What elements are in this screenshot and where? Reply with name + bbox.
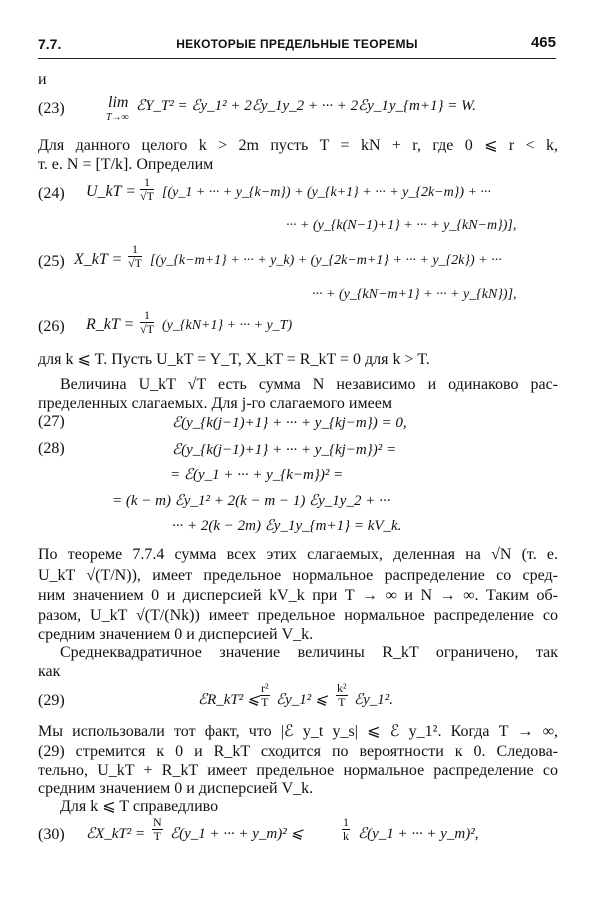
eq-26-den: √T — [140, 322, 154, 336]
eq-label-28: (28) — [38, 440, 65, 457]
para-6-line-1: Мы использовали тот факт, что |ℰ y_t y_s| ⩽ ℰ y_1². Когда T → ∞, — [38, 723, 558, 740]
eq-25-line-1: [(y_{k−m+1} + ··· + y_k) + (y_{2k−m+1} + ··· + y_{2k}) + ··· — [150, 253, 502, 268]
eq-label-30: (30) — [38, 826, 65, 843]
eq-23-body: ℰY_T² = ℰy_1² + 2ℰy_1y_2 + ··· + 2ℰy_1y_{m+1} = W. — [136, 98, 476, 114]
eq-label-29: (29) — [38, 692, 65, 709]
eq-25-lhs: X_kT = — [74, 251, 123, 268]
eq-28-line-4: ··· + 2(k − 2m) ℰy_1y_{m+1} = kV_k. — [172, 518, 402, 534]
para-6-line-2: (29) стремится к 0 и R_kT сходится по вероятности к 0. Следова- — [38, 743, 558, 760]
eq-25-line-2: ··· + (y_{kN−m+1} + ··· + y_{kN})], — [312, 287, 517, 302]
eq-28-line-3: = (k − m) ℰy_1² + 2(k − m − 1) ℰy_1y_2 + ··· — [112, 493, 391, 509]
eq-29-frac-1 — [260, 682, 270, 709]
eq-label-25: (25) — [38, 253, 65, 270]
eq-30-num-2: 1 — [343, 815, 349, 829]
eq-26-num: 1 — [140, 309, 154, 323]
eq-30-lhs: ℰX_kT² = — [86, 826, 146, 842]
eq-28-line-1: ℰ(y_{k(j−1)+1} + ··· + y_{kj−m})² = — [172, 442, 397, 458]
eq-29-lhs: ℰR_kT² ⩽ — [198, 692, 260, 708]
eq-label-26: (26) — [38, 318, 65, 335]
para-1-line-1: Для данного целого k > 2m пусть T = kN + r, где 0 ⩽ r < k, — [38, 137, 558, 154]
word-and: и — [38, 71, 47, 88]
eq-30-mid: ℰ(y_1 + ··· + y_m)² ⩽ — [170, 826, 304, 842]
eq-label-27: (27) — [38, 413, 65, 430]
eq-30-den-1: T — [153, 829, 161, 843]
para-1-line-2: т. е. N = [T/k]. Определим — [38, 156, 214, 173]
eq-24-frac — [140, 176, 154, 203]
chapter-title: НЕКОТОРЫЕ ПРЕДЕЛЬНЫЕ ТЕОРЕМЫ — [176, 37, 418, 51]
para-4-line-1: По теореме 7.7.4 сумма всех этих слагаемых, деленная на √N (т. е. — [38, 546, 558, 563]
eq-24-lhs: U_kT = — [86, 183, 137, 200]
eq-29-den-1: T — [261, 695, 269, 709]
para-5-line-1: Среднеквадратичное значение величины R_kT ограничено, так — [60, 644, 558, 661]
para-6-line-4: средним значением 0 и дисперсией V_k. — [38, 780, 314, 797]
para-6-line-3: тельно, U_kT + R_kT имеет предельное нормальное распределение со — [38, 762, 558, 779]
eq-23-lim: lim — [108, 94, 129, 111]
eq-29-num-1: r² — [261, 681, 269, 695]
eq-24-den: √T — [140, 189, 154, 203]
eq-24-num: 1 — [140, 176, 154, 190]
eq-24-line-2: ··· + (y_{k(N−1)+1} + ··· + y_{kN−m})], — [286, 218, 517, 233]
para-7: Для k ⩽ T справедливо — [60, 798, 219, 815]
eq-label-23: (23) — [38, 100, 65, 117]
eq-30-frac-2 — [342, 816, 350, 843]
eq-29-den-2: T — [338, 695, 346, 709]
para-4-line-4: разом, U_kT √(T/(Nk)) имеет предельное нормальное распределение со — [38, 607, 558, 624]
para-4-line-3: ним значением 0 и дисперсией kV_k при T → ∞ и N → ∞. Таким об- — [38, 587, 558, 604]
para-3-line-1: Величина U_kT √T есть сумма N независимо и одинаково рас- — [60, 376, 558, 393]
eq-25-frac — [128, 243, 142, 270]
eq-29-num-2: k² — [337, 681, 347, 695]
eq-26-body: (y_{kN+1} + ··· + y_T) — [162, 318, 293, 333]
eq-label-24: (24) — [38, 185, 65, 202]
eq-30-end: ℰ(y_1 + ··· + y_m)², — [358, 826, 479, 842]
header-rule — [38, 58, 556, 59]
para-4-line-2: U_kT √(T/N)), имеет предельное нормальное распределение со сред- — [38, 567, 558, 584]
eq-23-lim-sub: T→∞ — [106, 112, 129, 123]
para-5-line-2: как — [38, 663, 61, 680]
para-2: для k ⩽ T. Пусть U_kT = Y_T, X_kT = R_kT = 0 для k > T. — [38, 351, 430, 368]
eq-30-num-1: N — [153, 815, 162, 829]
eq-28-line-2: = ℰ(y_1 + ··· + y_{k−m})² = — [170, 467, 344, 483]
page-number: 465 — [530, 34, 556, 51]
para-3-line-2: пределенных слагаемых. Для j-го слагаемого имеем — [38, 395, 392, 412]
eq-30-frac-1 — [152, 816, 163, 843]
eq-24-line-1: [(y_1 + ··· + y_{k−m}) + (y_{k+1} + ··· + y_{2k−m}) + ··· — [162, 185, 491, 200]
eq-29-end: ℰy_1². — [354, 692, 393, 708]
running-header — [38, 34, 556, 56]
eq-26-lhs: R_kT = — [86, 316, 135, 333]
eq-27-body: ℰ(y_{k(j−1)+1} + ··· + y_{kj−m}) = 0, — [172, 415, 407, 431]
para-4-line-5: средним значением 0 и дисперсией V_k. — [38, 626, 314, 643]
eq-25-num: 1 — [128, 243, 142, 257]
eq-29-mid: ℰy_1² ⩽ — [276, 692, 328, 708]
eq-25-den: √T — [128, 256, 142, 270]
eq-30-den-2: k — [343, 829, 349, 843]
eq-29-frac-2 — [336, 682, 348, 709]
eq-26-frac — [140, 309, 154, 336]
section-number: 7.7. — [38, 36, 62, 52]
